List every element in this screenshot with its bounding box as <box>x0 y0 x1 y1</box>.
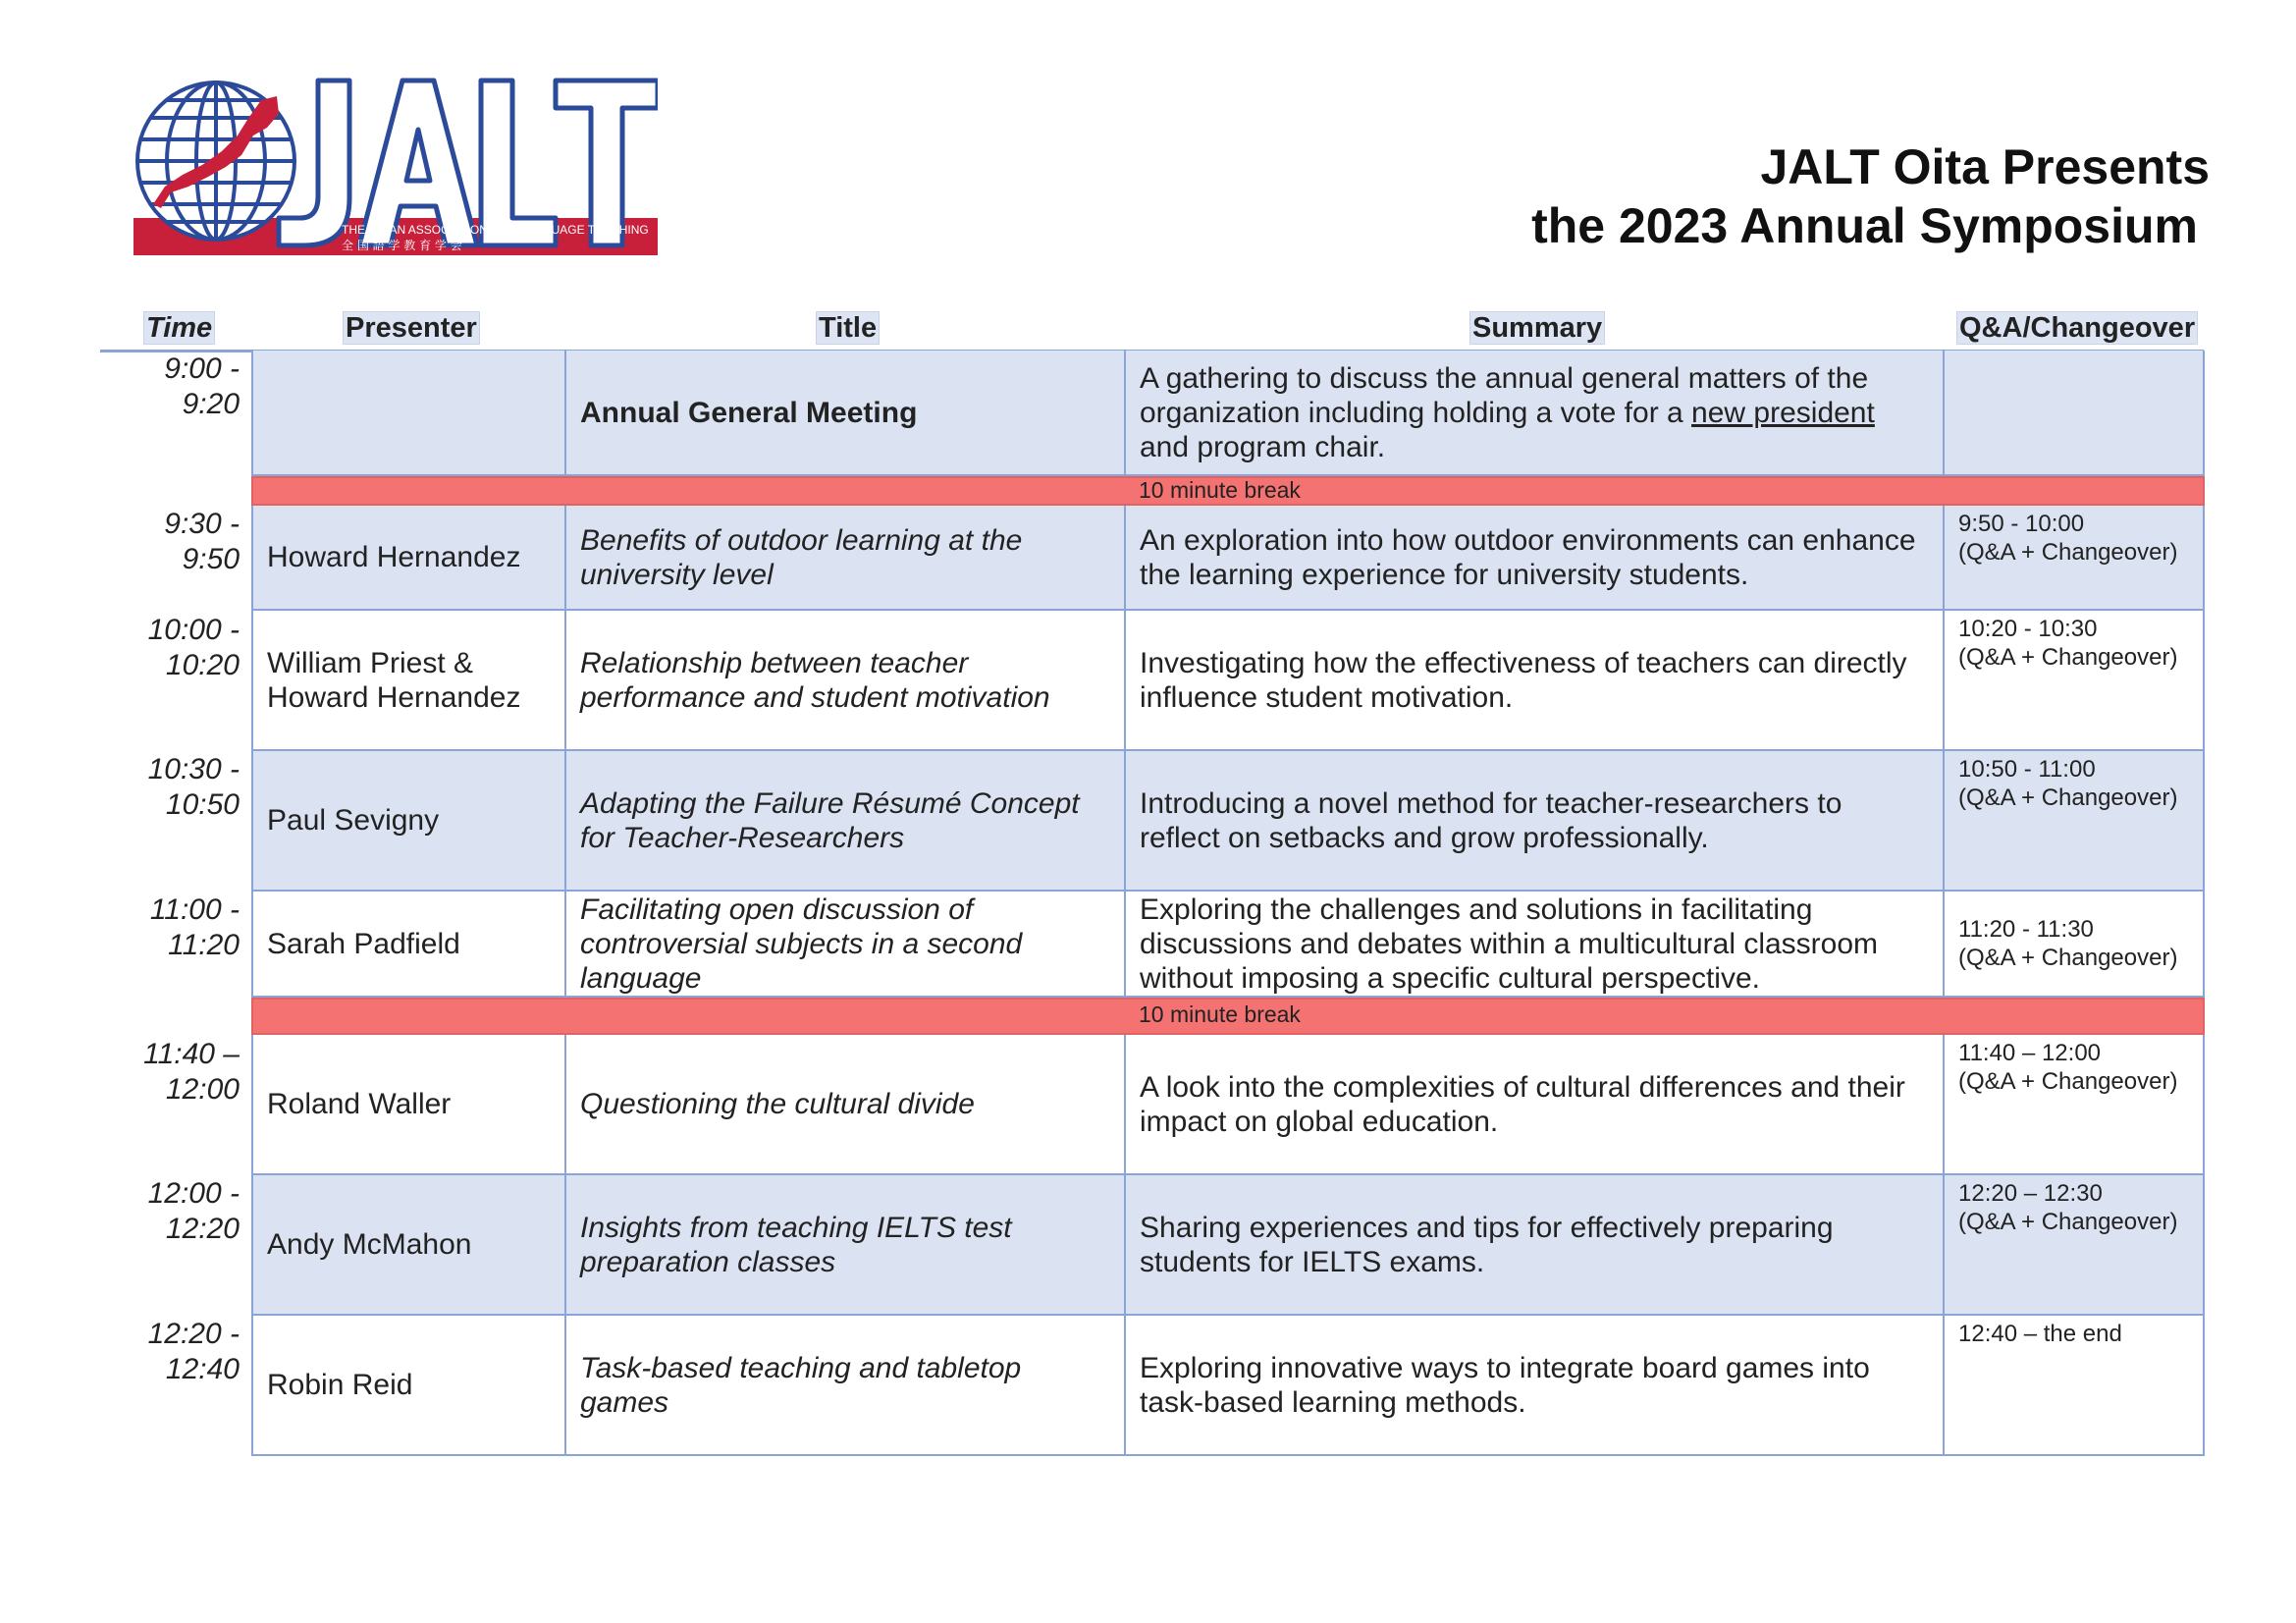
title-cell: Facilitating open discussion of controversial subjects in a second language <box>566 892 1126 998</box>
table-row <box>251 1175 2205 1316</box>
break-bar: 10 minute break <box>251 998 2205 1035</box>
table-row <box>251 1316 2205 1456</box>
presenter-cell: Paul Sevigny <box>251 751 566 892</box>
logo-org-name-jp: 全 国 語 学 教 育 学 会 <box>342 239 462 252</box>
time-cell: 11:40 – 12:00 <box>143 1038 240 1106</box>
heading-line-2: the 2023 Annual Symposium <box>1531 198 2198 253</box>
summary-cell: Exploring the challenges and solutions in facilitating discussions and debates within a multicultural classroom without imposing a specific cultural perspective. <box>1126 892 1945 998</box>
title-cell: Benefits of outdoor learning at the university level <box>566 506 1126 611</box>
presenter-cell: Roland Waller <box>251 1035 566 1175</box>
qa-cell: 12:40 – the end <box>1945 1316 2205 1456</box>
qa-cell: 12:20 – 12:30 (Q&A + Changeover) <box>1945 1175 2205 1316</box>
jalt-wordmark <box>279 81 658 245</box>
summary-cell: Exploring innovative ways to integrate board games into task-based learning methods. <box>1126 1316 1945 1456</box>
summary-cell: An exploration into how outdoor environments can enhance the learning experience for university students. <box>1126 506 1945 611</box>
time-cell: 10:00 - 10:20 <box>147 614 240 681</box>
table-row <box>251 611 2205 751</box>
summary-cell: Sharing experiences and tips for effectively preparing students for IELTS exams. <box>1126 1175 1945 1316</box>
qa-cell <box>1945 351 2205 476</box>
presenter-cell <box>251 351 566 476</box>
table-row <box>251 1035 2205 1175</box>
table-row <box>251 751 2205 892</box>
presenter-cell: Sarah Padfield <box>251 892 566 998</box>
heading-line-1: JALT Oita Presents <box>1760 139 2210 194</box>
title-cell: Relationship between teacher performance and student motivation <box>566 611 1126 751</box>
time-cell: 10:30 - 10:50 <box>147 753 240 821</box>
title-cell: Annual General Meeting <box>566 351 1126 476</box>
table-row <box>251 892 2205 998</box>
time-cell: 12:20 - 12:40 <box>147 1318 240 1385</box>
qa-cell: 11:40 – 12:00 (Q&A + Changeover) <box>1945 1035 2205 1175</box>
title-cell: Task-based teaching and tabletop games <box>566 1316 1126 1456</box>
summary-link[interactable]: new president <box>1691 396 1875 429</box>
presenter-cell: William Priest & Howard Hernandez <box>251 611 566 751</box>
summary-cell: Investigating how the effectiveness of teachers can directly influence student motivation. <box>1126 611 1945 751</box>
time-cell: 11:00 - 11:20 <box>149 893 240 961</box>
table-row <box>251 351 2205 476</box>
logo-org-name: THE JAPAN ASSOCIATION FOR LANGUAGE TEACHING <box>342 223 649 237</box>
table-row <box>251 506 2205 611</box>
summary-cell: Introducing a novel method for teacher-researchers to reflect on setbacks and grow professionally. <box>1126 751 1945 892</box>
title-cell: Questioning the cultural divide <box>566 1035 1126 1175</box>
title-cell: Insights from teaching IELTS test preparation classes <box>566 1175 1126 1316</box>
column-header-presenter: Presenter <box>343 312 480 352</box>
break-bar: 10 minute break <box>251 476 2205 506</box>
qa-cell: 9:50 - 10:00 (Q&A + Changeover) <box>1945 506 2205 611</box>
qa-cell: 10:50 - 11:00 (Q&A + Changeover) <box>1945 751 2205 892</box>
summary-cell: A gathering to discuss the annual general matters of the organization including holding a vote for a new president and program chair. <box>1126 351 1945 476</box>
qa-cell: 11:20 - 11:30 (Q&A + Changeover) <box>1945 892 2205 998</box>
column-header-summary: Summary <box>1469 312 1605 352</box>
qa-cell: 10:20 - 10:30 (Q&A + Changeover) <box>1945 611 2205 751</box>
column-header-time: Time <box>143 312 215 352</box>
summary-cell: A look into the complexities of cultural differences and their impact on global education. <box>1126 1035 1945 1175</box>
column-header-qa: Q&A/Changeover <box>1956 312 2198 352</box>
time-cell: 12:00 - 12:20 <box>147 1177 240 1245</box>
presenter-cell: Robin Reid <box>251 1316 566 1456</box>
jalt-logo <box>132 71 658 259</box>
presenter-cell: Andy McMahon <box>251 1175 566 1316</box>
time-cell: 9:00 - 9:20 <box>164 352 240 420</box>
presenter-cell: Howard Hernandez <box>251 506 566 611</box>
time-cell: 9:30 - 9:50 <box>164 508 240 575</box>
page-heading <box>1531 137 2210 255</box>
column-header-title: Title <box>816 312 880 352</box>
title-cell: Adapting the Failure Résumé Concept for Teacher-Researchers <box>566 751 1126 892</box>
